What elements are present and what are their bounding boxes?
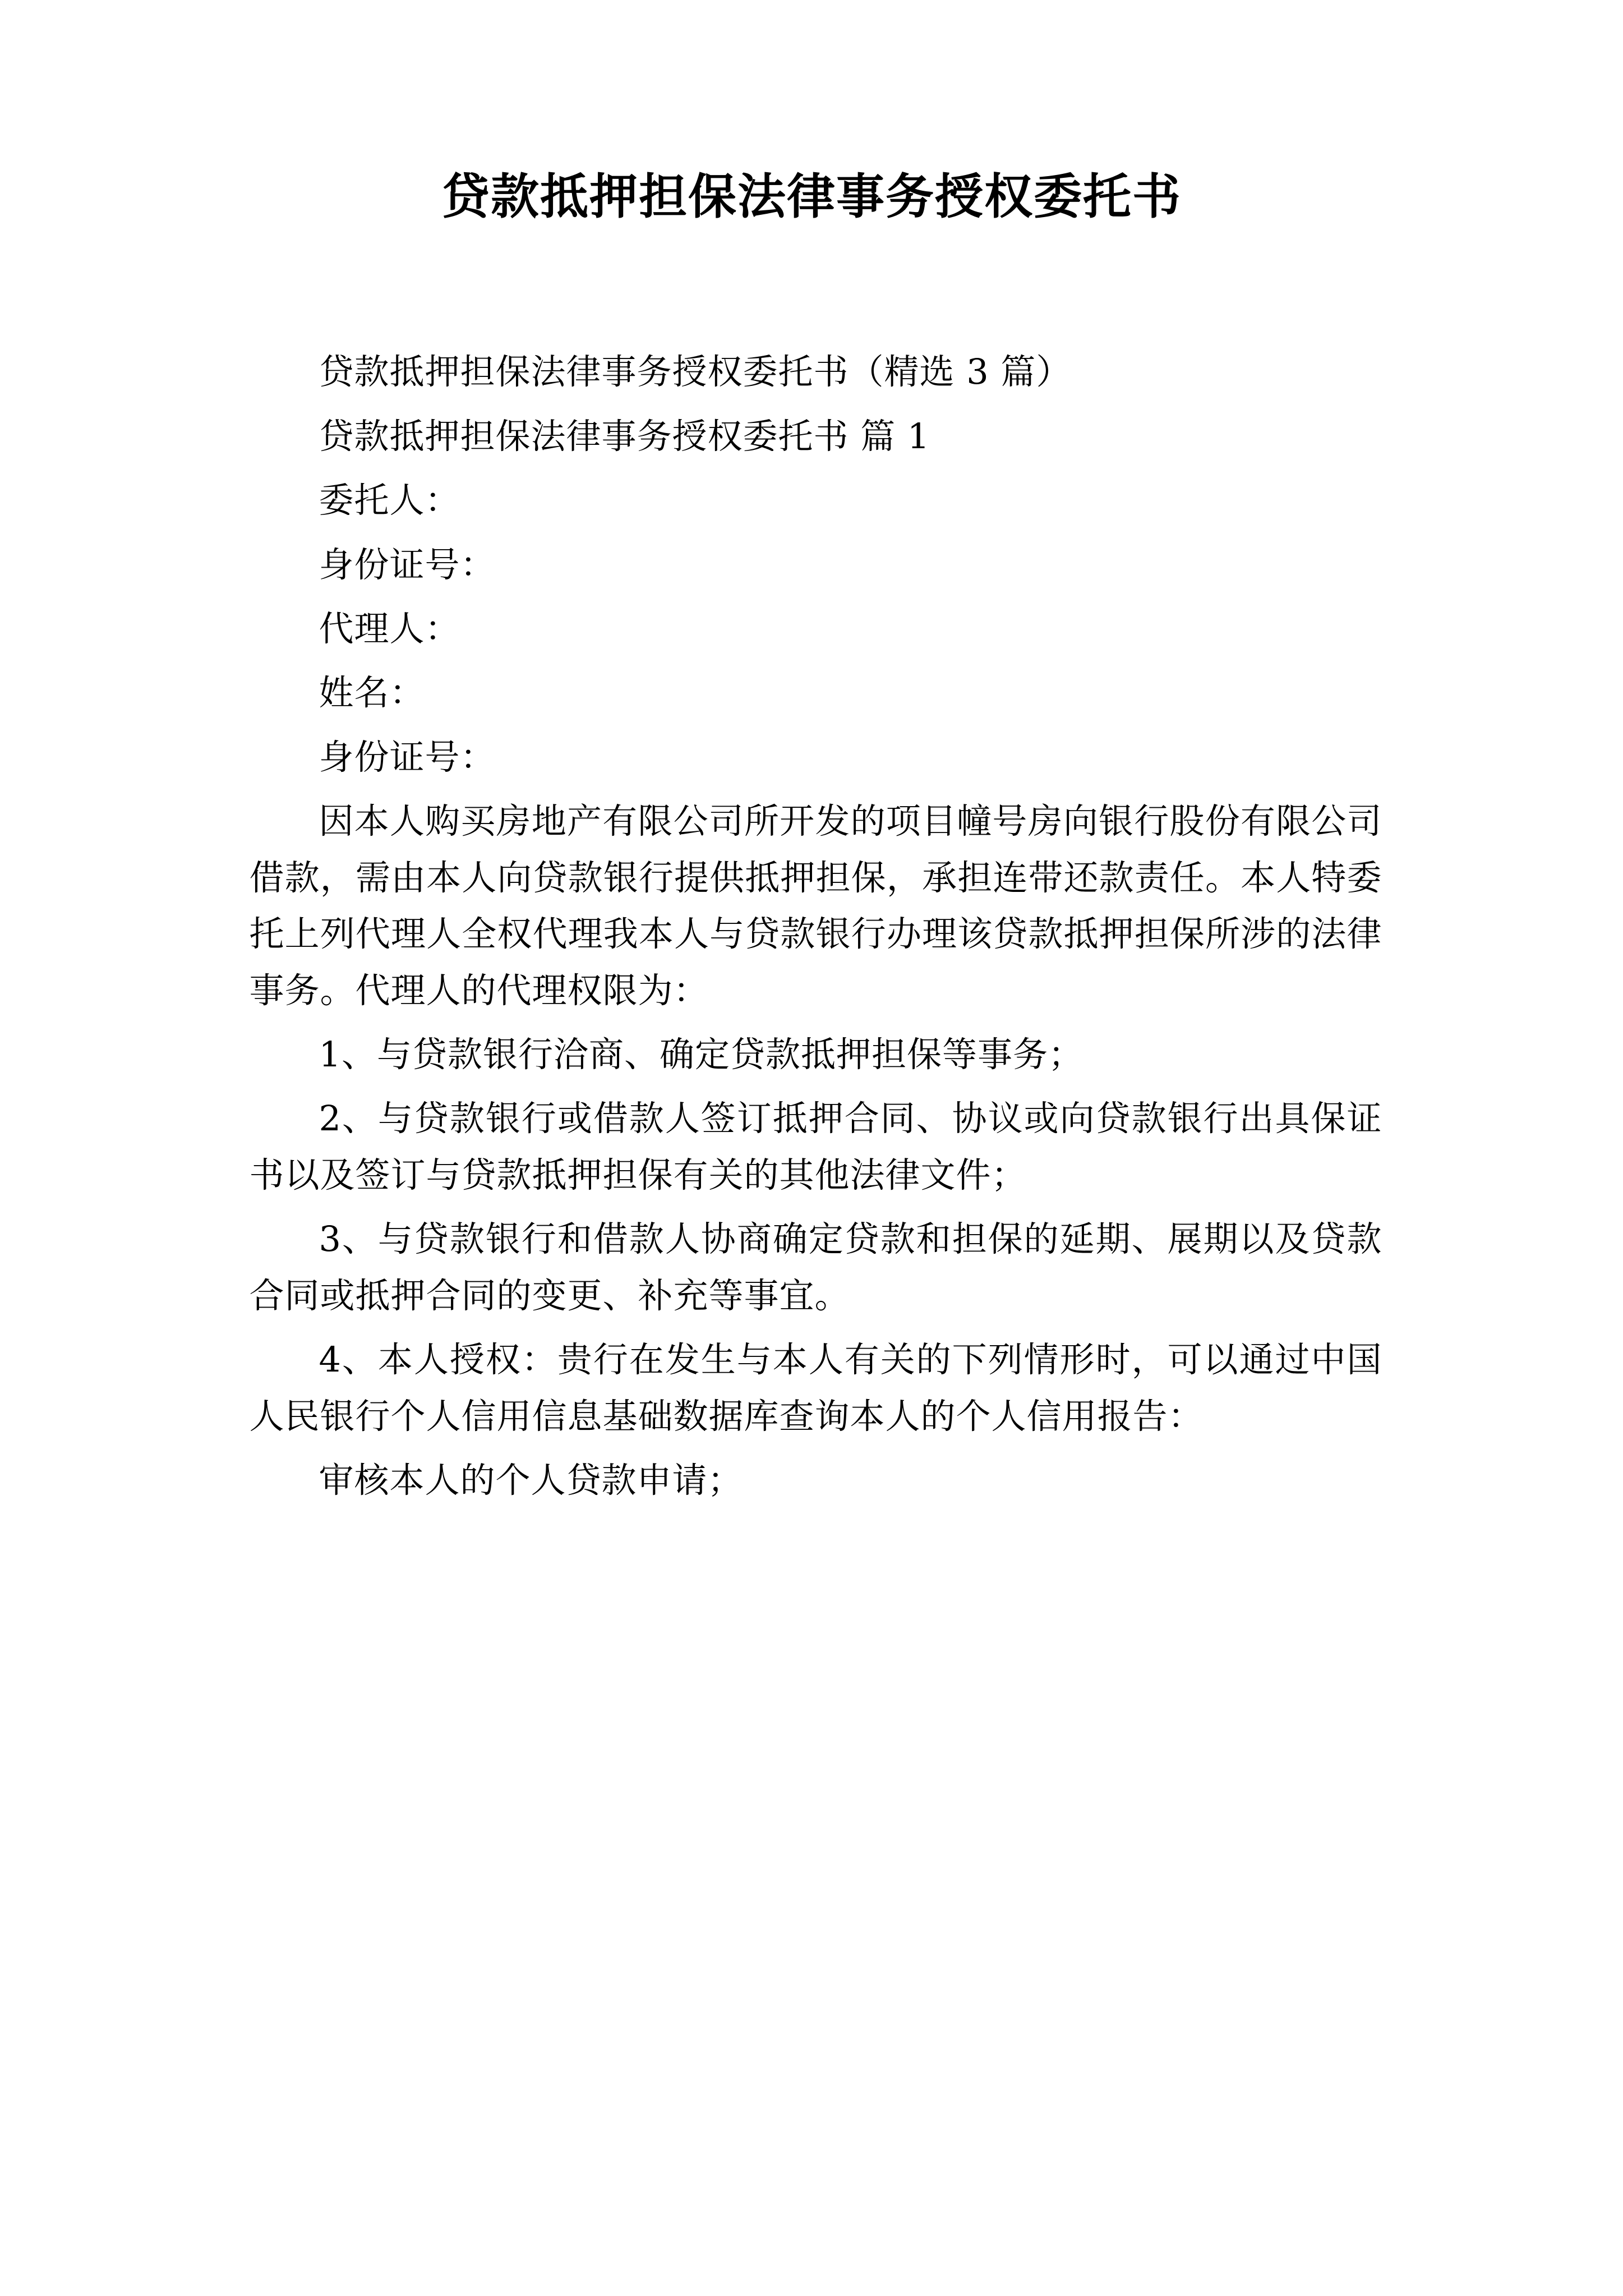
page-title: 贷款抵押担保法律事务授权委托书 (441, 169, 1182, 225)
chapter-heading: 贷款抵押担保法律事务授权委托书 篇 1 (319, 415, 930, 457)
collection-heading: 贷款抵押担保法律事务授权委托书（精选 3 篇） (319, 351, 1072, 393)
clause-3: 3、与贷款银行和借款人协商确定贷款和担保的延期、展期以及贷款合同或抵押合同的变更、补充等事宜。 (249, 1218, 1382, 1316)
agent-id-label: 身份证号： (319, 736, 496, 777)
clause-1: 1、与贷款银行洽商、确定贷款抵押担保等事务； (319, 1034, 1083, 1075)
clause-4: 4、本人授权：贵行在发生与本人有关的下列情形时，可以通过中国人民银行个人信用信息基础数据库查询本人的个人信用报告： (249, 1339, 1382, 1437)
clause-4-item-1: 审核本人的个人贷款申请； (319, 1460, 743, 1501)
agent-label: 代理人： (319, 608, 460, 649)
principal-label: 委托人： (319, 480, 460, 521)
principal-id-label: 身份证号： (319, 544, 496, 585)
recital-paragraph: 因本人购买房地产有限公司所开发的项目幢号房向银行股份有限公司借款，需由本人向贷款银行提供抵押担保，承担连带还款责任。本人特委托上列代理人全权代理我本人与贷款银行办理该贷款抵押担保所涉的法律事务。代理人的代理权限为： (249, 800, 1382, 1011)
agent-name-label: 姓名： (319, 672, 425, 714)
document-body (6, 226, 1618, 1508)
clause-2: 2、与贷款银行或借款人签订抵押合同、协议或向贷款银行出具保证书以及签订与贷款抵押担保有关的其他法律文件； (249, 1098, 1382, 1195)
